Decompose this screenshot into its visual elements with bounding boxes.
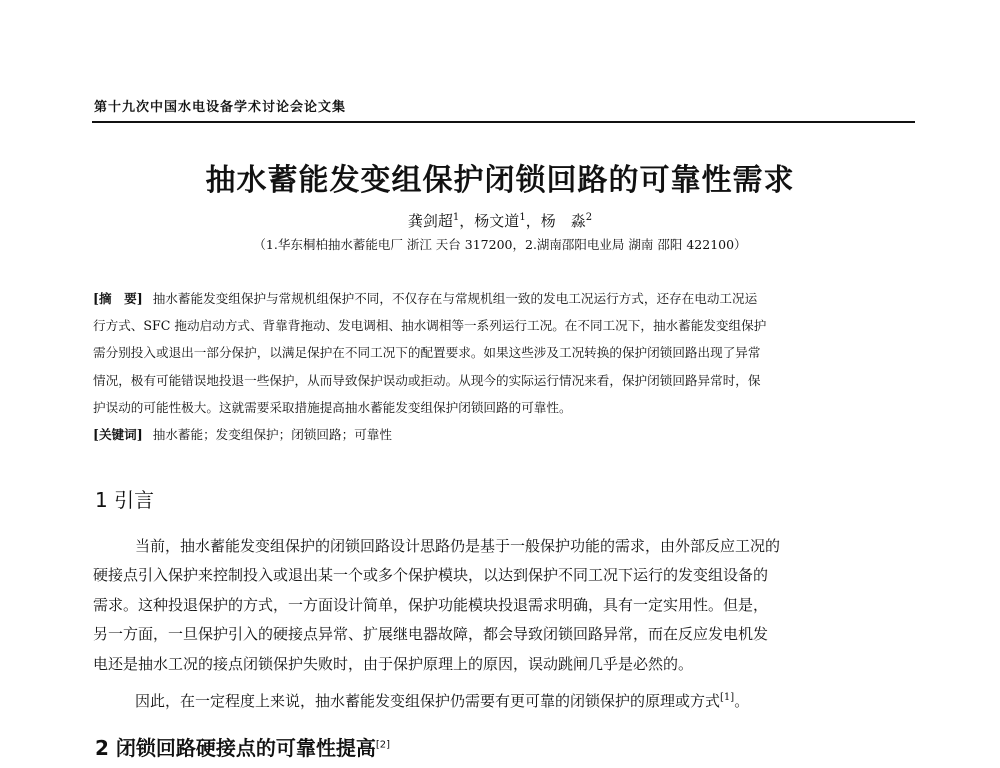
author-affil-mark: 2: [585, 212, 593, 223]
header-rule: [92, 121, 915, 123]
body-line: 另一方面，一旦保护引入的硬接点异常、扩展继电器故障，都会导致闭锁回路异常，而在反应发电机发: [93, 625, 769, 643]
body-text: 。: [734, 692, 750, 710]
abstract-line: 护误动的可能性极大。这就需要采取措施提高抽水蓄能发变组保护闭锁回路的可靠性。: [93, 400, 572, 415]
paper-title: 抽水蓄能发变组保护闭锁回路的可靠性需求: [205, 163, 795, 198]
keywords-text: 抽水蓄能；发变组保护；闭锁回路；可靠性: [152, 427, 392, 442]
abstract-line: 需分别投入或退出一部分保护，以满足保护在不同工况下的配置要求。如果这些涉及工况转换的保护闭锁回路出现了异常: [93, 345, 761, 360]
author-sep: ，: [525, 212, 541, 230]
section-2-heading: [95, 732, 390, 761]
author-sep: ，: [459, 212, 475, 230]
authors: [0, 210, 1000, 231]
running-header: 第十九次中国水电设备学术讨论会论文集: [94, 100, 347, 115]
author-name: 杨 淼: [540, 212, 586, 230]
keywords-label: [关键词]: [93, 427, 143, 442]
author-name: 龚剑超: [407, 212, 453, 230]
author-affil-mark: 1: [452, 212, 460, 223]
body-paragraph-2: [135, 690, 749, 711]
abstract-line: [93, 288, 757, 307]
body-line: 需求。这种投退保护的方式，一方面设计简单，保护功能模块投退需求明确，具有一定实用性。但是，: [93, 596, 769, 614]
affiliation: （1.华东桐柏抽水蓄能电厂 浙江 天台 317200，2.湖南邵阳电业局 湖南 邵阳 422100）: [253, 237, 747, 252]
section-2-title: 2 闭锁回路硬接点的可靠性提高: [95, 736, 376, 760]
citation-ref: [2]: [375, 739, 391, 751]
body-line: 硬接点引入保护来控制投入或退出某一个或多个保护模块，以达到保护不同工况下运行的发变组设备的: [93, 566, 769, 584]
body-text: 因此，在一定程度上来说，抽水蓄能发变组保护仍需要有更可靠的闭锁保护的原理或方式: [135, 692, 721, 710]
abstract-line: 行方式、SFC 拖动启动方式、背靠背拖动、发电调相、抽水调相等一系列运行工况。在不同工况下，抽水蓄能发变组保护: [93, 318, 767, 333]
abstract-label: [摘 要]: [93, 291, 143, 306]
citation-ref: [1]: [720, 692, 735, 703]
section-1-heading: 1 引言: [95, 488, 155, 512]
body-line: 电还是抽水工况的接点闭锁保护失败时，由于保护原理上的原因，误动跳闸几乎是必然的。: [93, 655, 694, 673]
author-affil-mark: 1: [519, 212, 526, 223]
abstract-text: 抽水蓄能发变组保护与常规机组保护不同，不仅存在与常规机组一致的发电工况运行方式，还存在电动工况运: [152, 291, 758, 306]
abstract-line: 情况，极有可能错误地投退一些保护，从而导致保护误动或拒动。从现今的实际运行情况来看，保护闭锁回路异常时，保: [93, 373, 761, 388]
author-name: 杨文道: [474, 212, 520, 230]
keywords-line: [93, 424, 392, 443]
body-line: 当前，抽水蓄能发变组保护的闭锁回路设计思路仍是基于一般保护功能的需求，由外部反应工况的: [135, 537, 781, 555]
